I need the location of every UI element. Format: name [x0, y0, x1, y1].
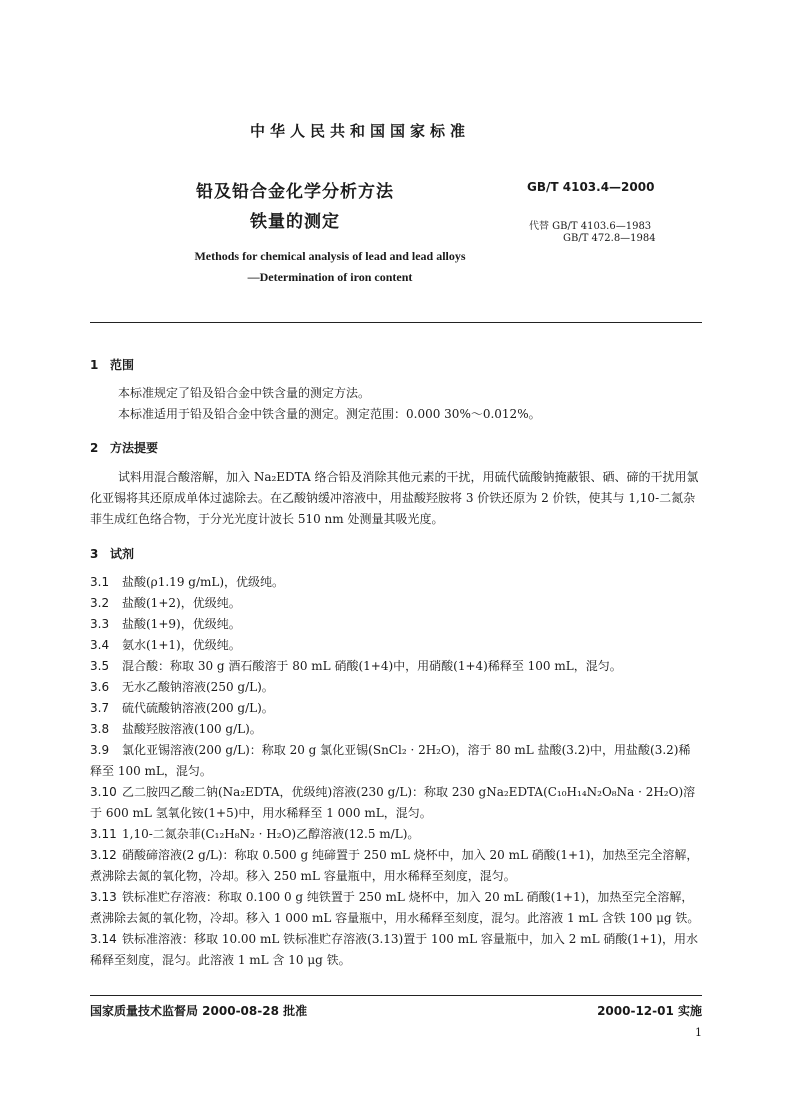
reagent-list [90, 572, 702, 971]
list-item: 3.14 铁标准溶液：移取 10.00 mL 铁标准贮存溶液(3.13)置于 100 mL 容量瓶中，加入 2 mL 硝酸(1+1)，用水稀释至刻度，混匀。此溶液 1 mL 含 10 μg 铁。 [90, 932, 699, 967]
section-2-heading [90, 439, 158, 456]
title-line2: 铁量的测定 [250, 212, 340, 232]
list-item: 3.8 盐酸羟胺溶液(100 g/L)。 [90, 722, 262, 736]
list-item: 3.1 盐酸(ρ1.19 g/mL)，优级纯。 [90, 575, 285, 589]
english-title-line2: —Determination of iron content [247, 270, 413, 284]
section-2-paragraph: 试料用混合酸溶解，加入 Na₂EDTA 络合铅及消除其他元素的干扰，用硫代硫酸钠掩蔽银、硒、碲的干扰用氯化亚锡将其还原成单体过滤除去。在乙酸钠缓冲溶液中，用盐酸羟胺将 3 价铁还原为 2 价铁，使其与 1,10-二氮杂菲生成红色络合物，于分光光度计波长 510 nm 处测量其吸光度。 [90, 470, 699, 526]
section-1-heading [90, 356, 134, 373]
standard-number: GB/T 4103.4—2000 [527, 180, 655, 194]
document-header: 中华人民共和国国家标准 [249, 122, 470, 140]
list-item: 3.7 硫代硫酸钠溶液(200 g/L)。 [90, 701, 274, 715]
page-number: 1 [695, 1026, 702, 1039]
list-item: 3.12 硝酸碲溶液(2 g/L)：称取 0.500 g 纯碲置于 250 mL 烧杯中，加入 20 mL 硝酸(1+1)，加热至完全溶解，煮沸除去氮的氧化物，冷却。移入 250 mL 容量瓶中，用水稀释至刻度，混匀。 [90, 848, 699, 883]
approval-note: 国家质量技术监督局 2000-08-28 批准 [90, 1004, 308, 1018]
list-item: 3.11 1,10-二氮杂菲(C₁₂H₈N₂ · H₂O)乙醇溶液(12.5 m/L)。 [90, 827, 420, 841]
footer-divider [90, 995, 702, 996]
section-1-paragraph: 本标准规定了铅及铅合金中铁含量的测定方法。 [118, 386, 371, 400]
list-item: 3.6 无水乙酸钠溶液(250 g/L)。 [90, 680, 274, 694]
list-item: 3.5 混合酸：称取 30 g 酒石酸溶于 80 mL 硝酸(1+4)中，用硝酸(1+4)稀释至 100 mL，混匀。 [90, 659, 622, 673]
list-item: 3.2 盐酸(1+2)，优级纯。 [90, 596, 241, 610]
section-2-body [90, 467, 702, 530]
list-item: 3.4 氨水(1+1)，优级纯。 [90, 638, 241, 652]
section-3-heading [90, 545, 134, 562]
section-number: 2 [90, 441, 99, 455]
section-number: 3 [90, 547, 99, 561]
section-number: 1 [90, 358, 99, 372]
list-item: 3.3 盐酸(1+9)，优级纯。 [90, 617, 241, 631]
replaces-note [529, 221, 656, 245]
list-item: 3.10 乙二胺四乙酸二钠(Na₂EDTA，优级纯)溶液(230 g/L)：称取 230 gNa₂EDTA(C₁₀H₁₄N₂O₈Na · 2H₂O)溶于 600 mL 氢氧化铵(1+5)中，用水稀释至 1 000 mL，混匀。 [90, 785, 696, 820]
header-divider [90, 322, 702, 323]
section-title: 试剂 [110, 547, 135, 561]
section-title: 方法提要 [110, 441, 159, 455]
list-item: 3.9 氯化亚锡溶液(200 g/L)：称取 20 g 氯化亚锡(SnCl₂ · 2H₂O)，溶于 80 mL 盐酸(3.2)中，用盐酸(3.2)稀释至 100 mL，混匀。 [90, 743, 691, 778]
section-title: 范围 [110, 358, 135, 372]
replaces-line2: GB/T 472.8—1984 [563, 233, 656, 244]
english-title-line1: Methods for chemical analysis of lead and lead alloys [194, 249, 466, 263]
section-1-body [90, 383, 702, 425]
list-item: 3.13 铁标准贮存溶液：称取 0.100 0 g 纯铁置于 250 mL 烧杯中，加入 20 mL 硝酸(1+1)，加热至完全溶解，煮沸除去氮的氧化物，冷却。移入 1 000 mL 容量瓶中，用水稀释至刻度，混匀。此溶液 1 mL 含铁 100 μg 铁。 [90, 890, 700, 925]
section-1-paragraph: 本标准适用于铅及铅合金中铁含量的测定。测定范围：0.000 30%～0.012%。 [118, 407, 541, 421]
replaces-line1: 代替 GB/T 4103.6—1983 [529, 221, 652, 232]
title-line1: 铅及铅合金化学分析方法 [196, 182, 394, 202]
implementation-date: 2000-12-01 实施 [597, 1004, 702, 1018]
